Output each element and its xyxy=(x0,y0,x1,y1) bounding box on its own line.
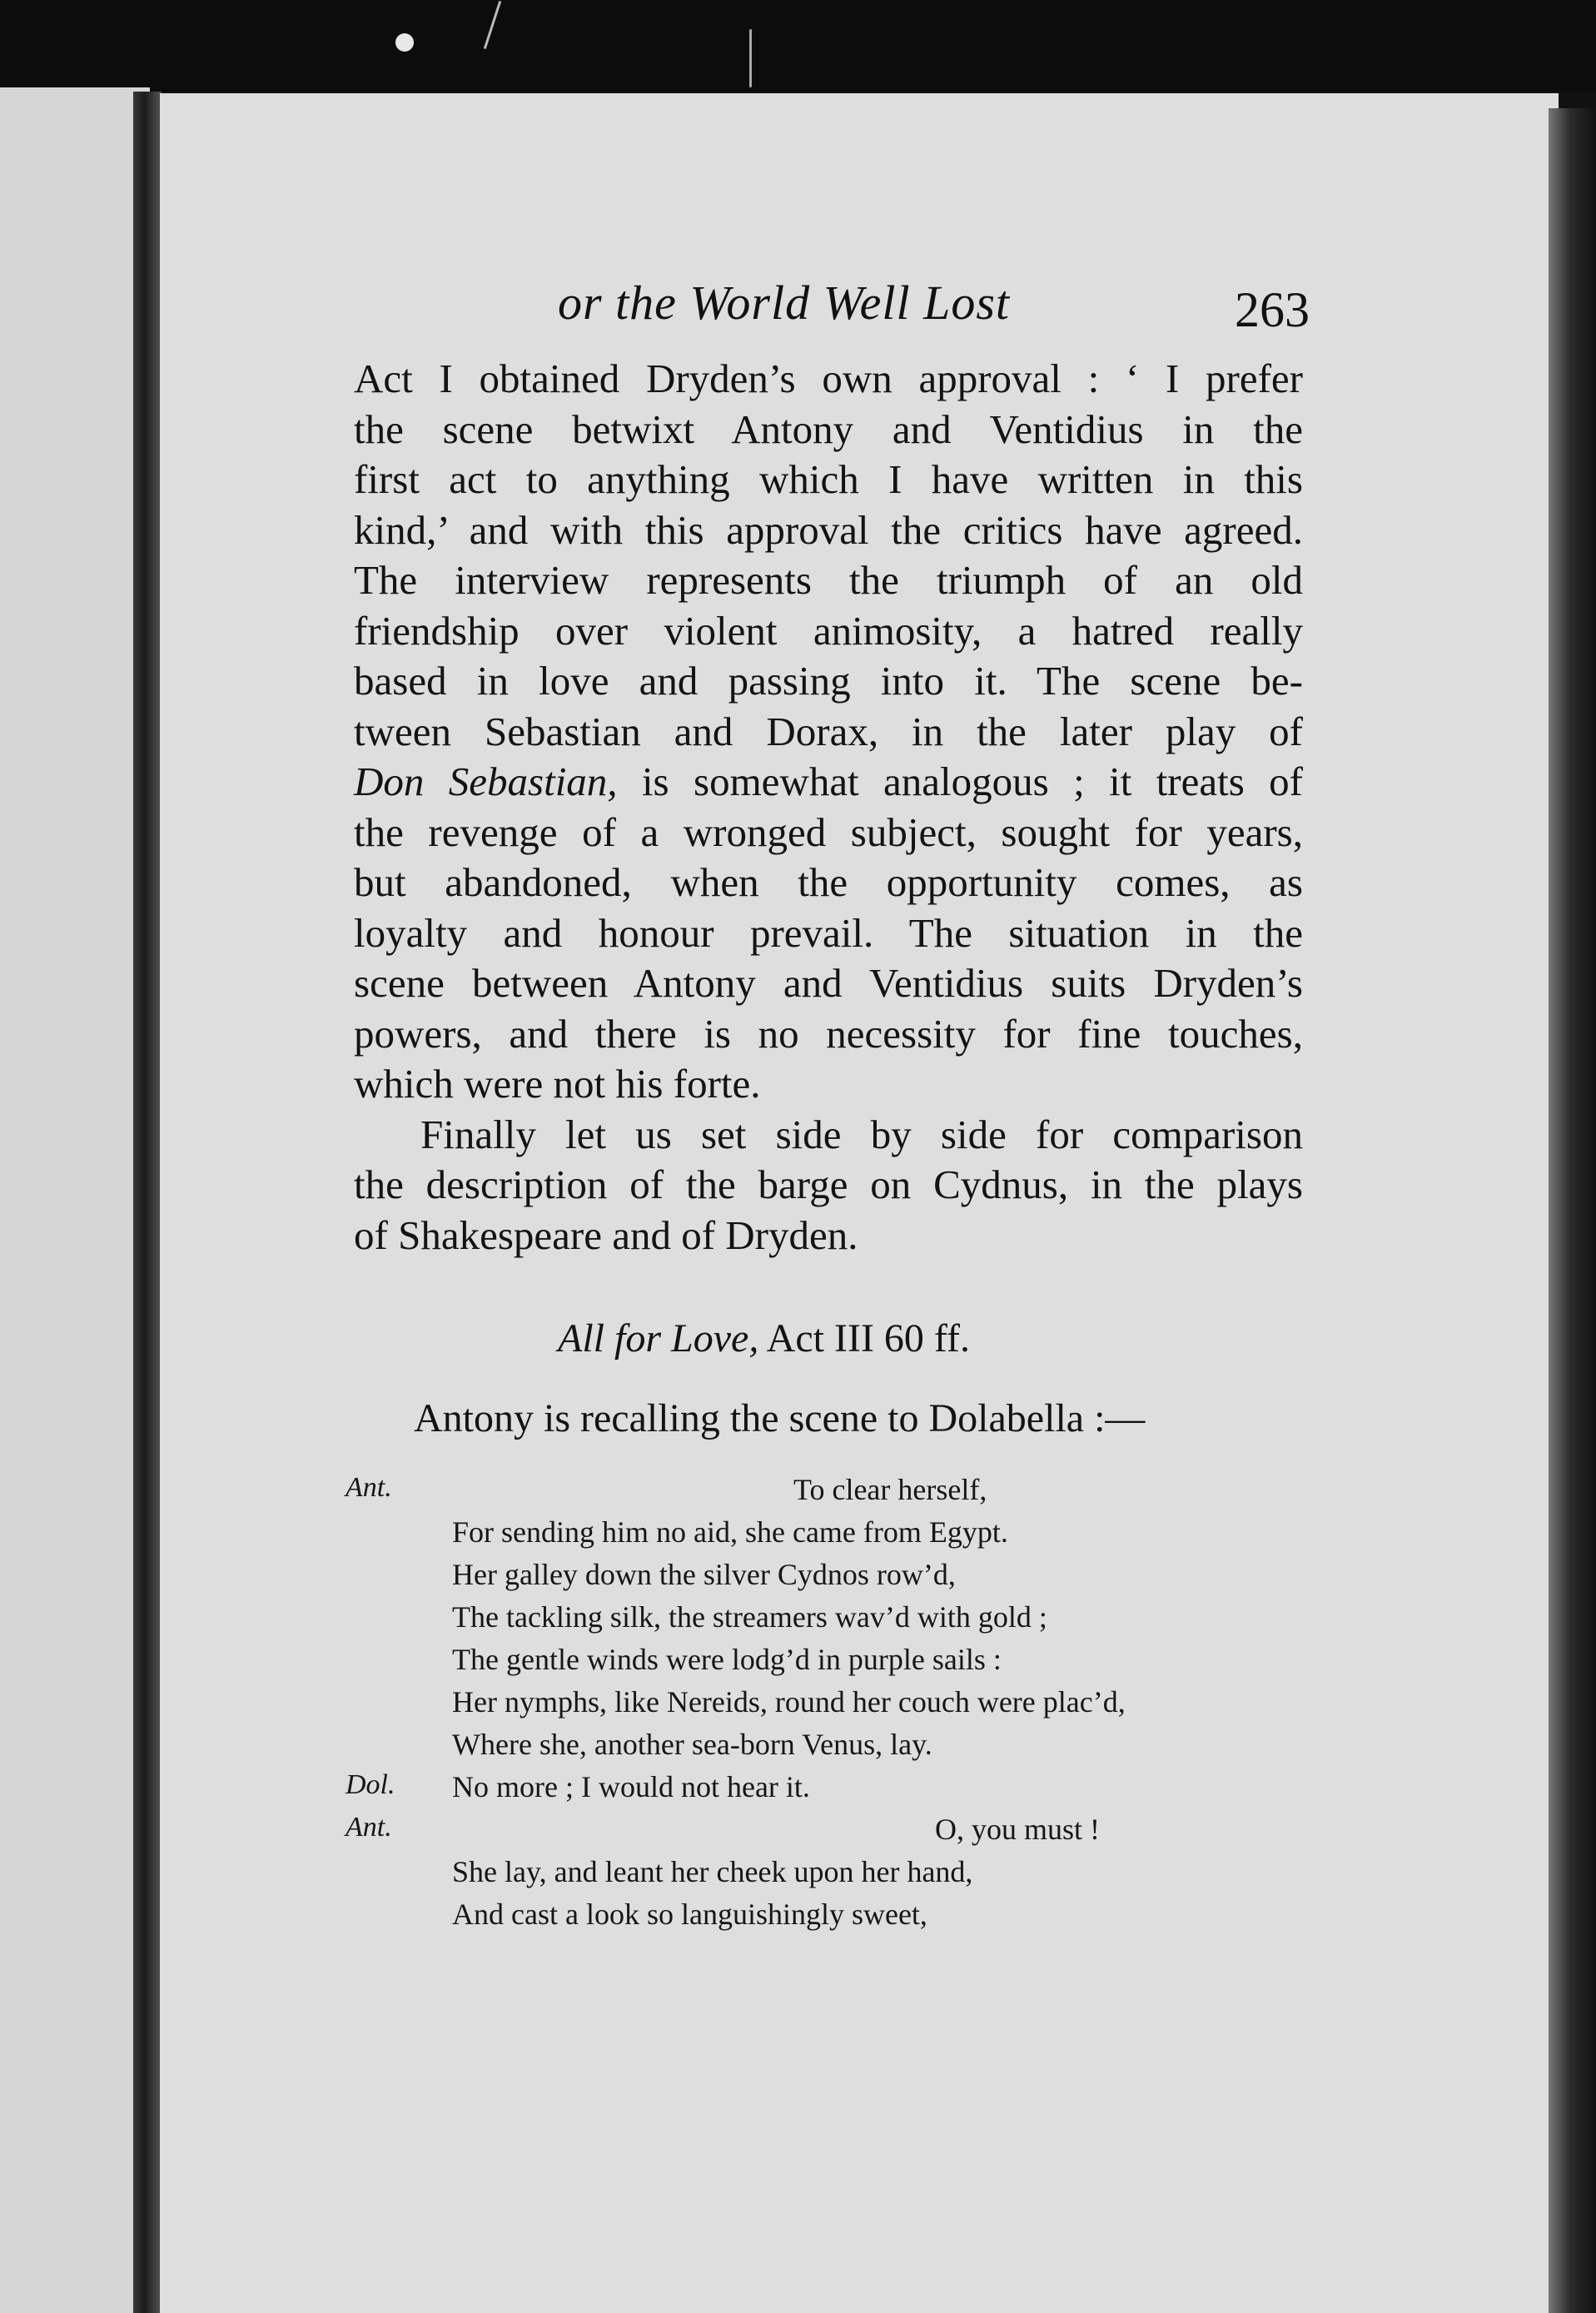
verse-row xyxy=(346,1897,1311,1939)
text-line: the revenge of a wronged subject, sought for years, xyxy=(354,808,1303,855)
verse-line: The tackling silk, the streamers wav’d with gold ; xyxy=(452,1600,1047,1634)
verse-line: To clear herself, xyxy=(793,1473,987,1506)
text-line: tween Sebastian and Dorax, in the later play of xyxy=(354,708,1303,754)
text-line: Finally let us set side by side for comparison xyxy=(420,1111,1303,1157)
play-title: Don Sebastian, xyxy=(354,759,618,804)
section-title xyxy=(558,1316,970,1361)
text-line: scene between Antony and Ventidius suits Dryden’s xyxy=(354,960,1303,1006)
text-line: the scene betwixt Antony and Ventidius in the xyxy=(354,405,1303,452)
verse-line: Where she, another sea-born Venus, lay. xyxy=(452,1728,932,1761)
verse-introduction: Antony is recalling the scene to Dolabella :— xyxy=(414,1396,1146,1440)
verse-row xyxy=(346,1727,1311,1769)
text-line: of Shakespeare and of Dryden. xyxy=(354,1211,858,1258)
verse-line: The gentle winds were lodg’d in purple sails : xyxy=(452,1643,1002,1676)
verse-row xyxy=(346,1515,1311,1557)
speaker-label: Ant. xyxy=(346,1812,392,1843)
page-number: 263 xyxy=(1235,282,1310,337)
verse-line: For sending him no aid, she came from Egypt. xyxy=(452,1515,1008,1549)
section-title-work: All for Love, xyxy=(558,1316,759,1360)
section-title-reference: Act III 60 ff. xyxy=(758,1316,971,1360)
text-line: but abandoned, when the opportunity comes, as xyxy=(354,859,1303,905)
speaker-label: Dol. xyxy=(346,1769,395,1800)
verse-line: No more ; I would not hear it. xyxy=(452,1770,810,1803)
verse-row xyxy=(346,1472,1311,1515)
verse-row xyxy=(346,1557,1311,1599)
verse-row xyxy=(346,1599,1311,1642)
verse-row xyxy=(346,1854,1311,1897)
text-line: loyalty and honour prevail. The situation in the xyxy=(354,909,1303,956)
verse-row xyxy=(346,1769,1311,1812)
body-text xyxy=(354,354,1303,1261)
text-line: the description of the barge on Cydnus, in the plays xyxy=(354,1161,1303,1207)
verse-line: Her nymphs, like Nereids, round her couch were plac’d, xyxy=(452,1685,1126,1719)
verse-row xyxy=(346,1684,1311,1727)
text-line: first act to anything which I have written in this xyxy=(354,456,1303,502)
verse-row xyxy=(346,1812,1311,1854)
speaker-label: Ant. xyxy=(346,1472,392,1503)
text-line: friendship over violent animosity, a hatred really xyxy=(354,607,1303,654)
text-line: kind,’ and with this approval the critics have agreed. xyxy=(354,506,1303,553)
text-line-italic-title: Don Sebastian, is somewhat analogous ; it treats of xyxy=(354,759,1303,804)
text-line: The interview represents the triumph of an old xyxy=(354,557,1303,603)
running-head: or the World Well Lost xyxy=(558,276,1011,330)
verse-line: O, you must ! xyxy=(935,1813,1100,1846)
text-line: powers, and there is no necessity for fine touches, xyxy=(354,1010,1303,1057)
text-line: which were not his forte. xyxy=(354,1061,761,1107)
paragraph xyxy=(354,1110,1303,1261)
verse-line: Her galley down the silver Cydnos row’d, xyxy=(452,1558,956,1591)
verse-line: And cast a look so languishingly sweet, xyxy=(452,1898,927,1931)
paragraph xyxy=(354,354,1303,1110)
text-line: Act I obtained Dryden’s own approval : ‘ I prefer xyxy=(354,356,1303,401)
verse-row xyxy=(346,1642,1311,1684)
verse-line: She lay, and leant her cheek upon her hand, xyxy=(452,1855,973,1888)
verse-block xyxy=(346,1472,1311,1939)
text-line: based in love and passing into it. The scene be- xyxy=(354,658,1303,704)
